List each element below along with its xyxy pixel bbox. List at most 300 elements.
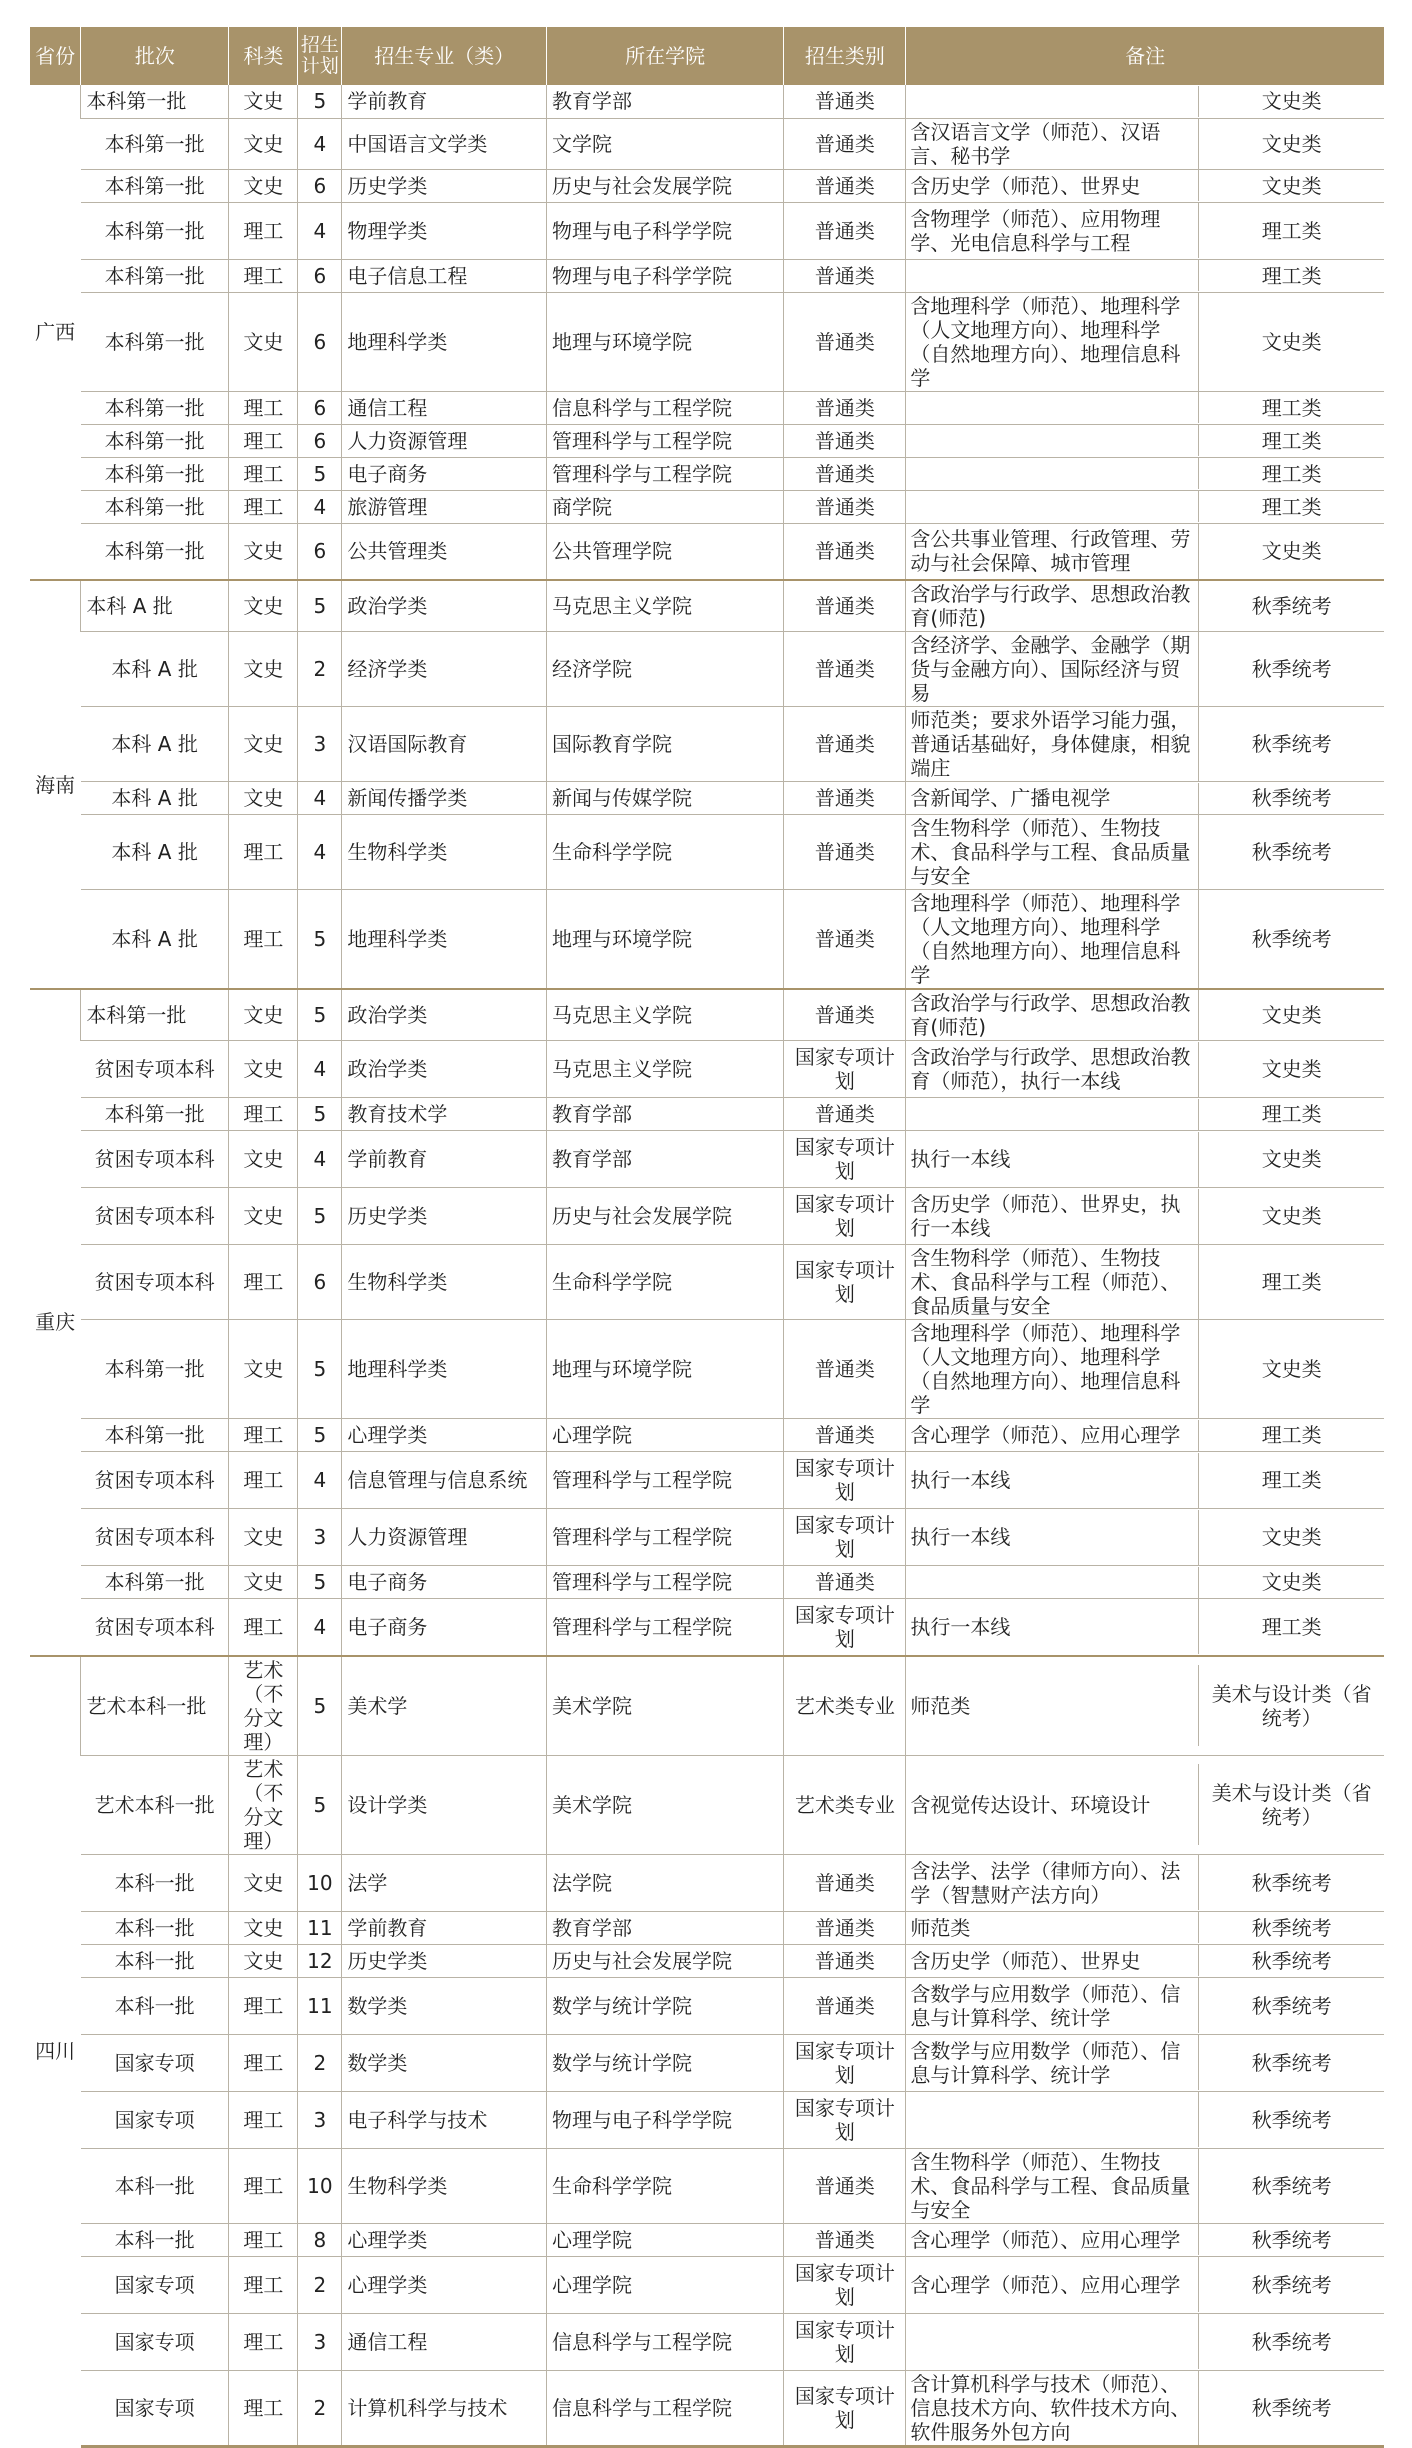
plan-count-cell: 4 [298,1131,342,1188]
table-row [30,707,1384,782]
college-cell: 教育学部 [546,1098,783,1131]
major-cell: 汉语国际教育 [342,707,547,782]
college-cell: 文学院 [546,118,783,169]
batch-cell: 国家专项 [81,2091,229,2148]
subject-category-cell: 文史 [229,1509,298,1566]
note-text: 执行一本线 [910,1468,1011,1492]
subject-category-cell: 理工 [229,2034,298,2091]
note-cell [906,2370,1384,2446]
remark-category: 文史类 [1198,1510,1384,1565]
note-cell [906,259,1384,292]
admission-type-cell: 国家专项计划 [784,1452,906,1509]
remark-category: 理工类 [1198,260,1384,291]
college-cell: 美术学院 [546,1755,783,1854]
note-text: 含计算机科学与技术（师范）、信息技术方向、软件技术方向、软件服务外包方向 [910,2371,1191,2444]
subject-category-cell: 文史 [229,1854,298,1911]
table-row [30,1566,1384,1599]
subject-category-cell: 理工 [229,1098,298,1131]
note-cell [906,707,1384,782]
note-text: 含生物科学（师范）、生物技术、食品科学与工程、食品质量与安全 [910,2149,1191,2222]
batch-cell: 国家专项 [81,2370,229,2446]
subject-category-cell: 文史 [229,707,298,782]
remark-category: 理工类 [1198,1099,1384,1130]
admission-type-cell: 普通类 [784,2148,906,2223]
college-cell: 经济学院 [546,632,783,707]
major-cell: 政治学类 [342,580,547,632]
note-cell [906,1656,1384,1756]
remark-category: 文史类 [1198,1132,1384,1187]
subject-category-cell: 理工 [229,1245,298,1320]
college-cell: 管理科学与工程学院 [546,1566,783,1599]
batch-cell: 国家专项 [81,2256,229,2313]
plan-count-cell: 6 [298,292,342,391]
note-text: 含汉语言文学（师范）、汉语言、秘书学 [910,119,1161,168]
subject-category-cell: 文史 [229,1041,298,1098]
note-cell [906,1041,1384,1098]
admission-type-cell: 普通类 [784,815,906,890]
table-row [30,1656,1384,1756]
note-text: 含地理科学（师范）、地理科学（人文地理方向）、地理科学（自然地理方向）、地理信息科学 [910,891,1181,987]
plan-count-cell: 5 [298,1419,342,1452]
table-row [30,2148,1384,2223]
college-cell: 信息科学与工程学院 [546,391,783,424]
batch-cell: 贫困专项本科 [81,1452,229,1509]
note-cell [906,1098,1384,1131]
admission-type-cell: 普通类 [784,1566,906,1599]
admission-type-cell: 国家专项计划 [784,2034,906,2091]
remark-category: 秋季统考 [1198,632,1384,706]
note-text: 含生物科学（师范）、生物技术、食品科学与工程、食品质量与安全 [910,816,1191,888]
major-cell: 电子商务 [342,457,547,490]
note-text: 师范类 [910,1915,971,1940]
remark-category: 文史类 [1198,1189,1384,1244]
admission-type-cell: 普通类 [784,1854,906,1911]
admission-type-cell: 普通类 [784,1911,906,1944]
remark-category: 文史类 [1198,1042,1384,1097]
subject-category-cell: 理工 [229,2148,298,2223]
admission-type-cell: 普通类 [784,1977,906,2034]
remark-category: 文史类 [1198,1320,1384,1418]
table-row [30,580,1384,632]
header-admission-type: 招生类别 [784,27,906,85]
subject-category-cell: 文史 [229,85,298,118]
table-row [30,1188,1384,1245]
table-row [30,169,1384,202]
admission-type-cell: 艺术类专业 [784,1755,906,1854]
note-text: 含生物科学（师范）、生物技术、食品科学与工程（师范）、食品质量与安全 [910,1246,1181,1318]
college-cell: 美术学院 [546,1656,783,1756]
major-cell: 电子商务 [342,1566,547,1599]
college-cell: 管理科学与工程学院 [546,457,783,490]
major-cell: 计算机科学与技术 [342,2370,547,2446]
note-cell [906,1509,1384,1566]
remark-category: 文史类 [1198,1567,1384,1598]
note-cell [906,1977,1384,2034]
college-cell: 历史与社会发展学院 [546,169,783,202]
major-cell: 设计学类 [342,1755,547,1854]
note-text: 含心理学（师范）、应用心理学 [910,2272,1181,2297]
table-row [30,2370,1384,2446]
college-cell: 生命科学学院 [546,2148,783,2223]
batch-cell: 本科一批 [81,1944,229,1977]
note-cell [906,1599,1384,1656]
note-text: 执行一本线 [910,1614,1011,1639]
note-cell [906,391,1384,424]
college-cell: 数学与统计学院 [546,2034,783,2091]
college-cell: 历史与社会发展学院 [546,1944,783,1977]
college-cell: 数学与统计学院 [546,1977,783,2034]
admission-type-cell: 国家专项计划 [784,1599,906,1656]
plan-count-cell: 6 [298,424,342,457]
table-row [30,391,1384,424]
remark-category: 秋季统考 [1198,1978,1384,2033]
batch-cell: 贫困专项本科 [81,1131,229,1188]
batch-cell: 本科第一批 [81,1320,229,1419]
batch-cell: 本科一批 [81,1977,229,2034]
table-row [30,85,1384,118]
major-cell: 学前教育 [342,1911,547,1944]
major-cell: 心理学类 [342,2223,547,2256]
subject-category-cell: 理工 [229,2223,298,2256]
subject-category-cell: 文史 [229,292,298,391]
remark-category: 秋季统考 [1198,2035,1384,2090]
subject-category-cell: 理工 [229,490,298,523]
table-row [30,1320,1384,1419]
batch-cell: 本科第一批 [81,391,229,424]
note-text: 含视觉传达设计、环境设计 [910,1792,1151,1817]
college-cell: 历史与社会发展学院 [546,1188,783,1245]
batch-cell: 本科第一批 [81,989,229,1041]
note-cell [906,169,1384,202]
admission-type-cell: 普通类 [784,580,906,632]
note-text [906,1099,1198,1130]
note-text: 含政治学与行政学、思想政治教育（师范），执行一本线 [910,1045,1191,1093]
batch-cell: 本科第一批 [81,457,229,490]
plan-count-cell: 5 [298,1755,342,1854]
admission-type-cell: 国家专项计划 [784,2256,906,2313]
remark-category: 理工类 [1198,1420,1384,1451]
note-cell [906,2223,1384,2256]
batch-cell: 本科第一批 [81,85,229,118]
major-cell: 通信工程 [342,2313,547,2370]
college-cell: 地理与环境学院 [546,292,783,391]
plan-count-cell: 3 [298,707,342,782]
subject-category-cell: 文史 [229,1911,298,1944]
remark-category: 文史类 [1198,524,1384,579]
plan-count-cell: 6 [298,1245,342,1320]
admission-type-cell: 国家专项计划 [784,1041,906,1098]
major-cell: 地理科学类 [342,890,547,990]
table-row [30,1599,1384,1656]
note-cell [906,2148,1384,2223]
plan-count-cell: 5 [298,1656,342,1756]
table-row [30,1131,1384,1188]
admission-type-cell: 国家专项计划 [784,2370,906,2446]
note-cell [906,523,1384,580]
note-cell [906,1245,1384,1320]
remark-category: 秋季统考 [1198,1945,1384,1976]
admission-type-cell: 普通类 [784,632,906,707]
plan-count-cell: 5 [298,457,342,490]
note-text [906,425,1198,456]
batch-cell: 本科第一批 [81,1419,229,1452]
plan-count-cell: 3 [298,2091,342,2148]
note-text: 含心理学（师范）、应用心理学 [910,1423,1181,1447]
batch-cell: 贫困专项本科 [81,1041,229,1098]
remark-category: 理工类 [1198,1453,1384,1508]
batch-cell: 艺术本科一批 [81,1755,229,1854]
subject-category-cell: 理工 [229,815,298,890]
note-text [906,86,1198,117]
note-text: 含数学与应用数学（师范）、信息与计算科学、统计学 [910,2038,1181,2087]
major-cell: 历史学类 [342,169,547,202]
note-cell [906,890,1384,990]
note-cell [906,815,1384,890]
plan-count-cell: 4 [298,490,342,523]
batch-cell: 贫困专项本科 [81,1245,229,1320]
remark-category: 理工类 [1198,425,1384,456]
remark-category: 秋季统考 [1198,1855,1384,1910]
plan-count-cell: 10 [298,1854,342,1911]
major-cell: 数学类 [342,2034,547,2091]
admission-type-cell: 国家专项计划 [784,1188,906,1245]
major-cell: 生物科学类 [342,815,547,890]
batch-cell: 贫困专项本科 [81,1599,229,1656]
table-row [30,1977,1384,2034]
remark-category: 秋季统考 [1198,2092,1384,2147]
province-cell: 四川 [30,1656,81,2447]
note-text: 含历史学（师范）、世界史 [910,173,1141,198]
college-cell: 信息科学与工程学院 [546,2370,783,2446]
admission-type-cell: 普通类 [784,292,906,391]
note-text: 含政治学与行政学、思想政治教育(师范) [910,991,1191,1039]
table-row [30,1509,1384,1566]
major-cell: 电子信息工程 [342,259,547,292]
note-cell [906,457,1384,490]
table-row [30,2313,1384,2370]
header-province: 省份 [30,27,81,85]
note-cell [906,1188,1384,1245]
note-text [906,2314,1198,2369]
college-cell: 物理与电子科学学院 [546,259,783,292]
plan-count-cell: 6 [298,523,342,580]
admission-type-cell: 普通类 [784,457,906,490]
subject-category-cell: 理工 [229,202,298,259]
college-cell: 法学院 [546,1854,783,1911]
batch-cell: 本科第一批 [81,1566,229,1599]
admission-type-cell: 普通类 [784,202,906,259]
plan-count-cell: 5 [298,1098,342,1131]
admission-type-cell: 普通类 [784,1944,906,1977]
note-text [906,1567,1198,1598]
plan-count-cell: 2 [298,2370,342,2446]
plan-count-cell: 12 [298,1944,342,1977]
note-cell [906,202,1384,259]
note-text: 含法学、法学（律师方向）、法学（智慧财产法方向） [910,1858,1181,1907]
note-text: 执行一本线 [910,1147,1011,1171]
table-row [30,1944,1384,1977]
remark-category: 秋季统考 [1198,2314,1384,2369]
batch-cell: 国家专项 [81,2313,229,2370]
province-cell: 广西 [35,320,76,344]
table-row [30,523,1384,580]
batch-cell: 本科一批 [81,1911,229,1944]
remark-category: 秋季统考 [1198,2371,1384,2445]
college-cell: 管理科学与工程学院 [546,1452,783,1509]
major-cell: 电子科学与技术 [342,2091,547,2148]
remark-category: 秋季统考 [1198,2257,1384,2312]
plan-count-cell: 10 [298,2148,342,2223]
plan-count-cell: 5 [298,1188,342,1245]
table-row [30,2034,1384,2091]
remark-category: 理工类 [1198,1599,1384,1654]
batch-cell: 本科第一批 [81,292,229,391]
note-cell [906,1944,1384,1977]
table-row [30,1098,1384,1131]
remark-category: 秋季统考 [1198,815,1384,889]
remark-category: 美术与设计类（省统考） [1198,1764,1384,1845]
note-text: 含公共事业管理、行政管理、劳动与社会保障、城市管理 [910,527,1191,576]
admission-type-cell: 国家专项计划 [784,1245,906,1320]
subject-category-cell: 艺术（不分文理） [229,1656,298,1756]
batch-cell: 本科 A 批 [81,815,229,890]
note-cell [906,1452,1384,1509]
table-header-row [30,27,1384,85]
major-cell: 电子商务 [342,1599,547,1656]
subject-category-cell: 理工 [229,1977,298,2034]
college-cell: 生命科学学院 [546,815,783,890]
batch-cell: 本科第一批 [81,118,229,169]
table-row [30,782,1384,815]
note-cell [906,2256,1384,2313]
note-text: 含数学与应用数学（师范）、信息与计算科学、统计学 [910,1981,1181,2030]
note-text: 含经济学、金融学、金融学（期货与金融方向）、国际经济与贸易 [910,633,1191,705]
admission-type-cell: 普通类 [784,424,906,457]
college-cell: 心理学院 [546,2223,783,2256]
college-cell: 地理与环境学院 [546,1320,783,1419]
remark-category: 文史类 [1198,119,1384,169]
subject-category-cell: 文史 [229,523,298,580]
table-row [30,1911,1384,1944]
batch-cell: 本科一批 [81,2148,229,2223]
note-text: 含物理学（师范）、应用物理学、光电信息科学与工程 [910,206,1161,255]
major-cell: 数学类 [342,1977,547,2034]
note-text [906,2092,1198,2147]
note-cell [906,292,1384,391]
remark-category: 文史类 [1198,170,1384,201]
note-cell [906,1854,1384,1911]
college-cell: 教育学部 [546,85,783,118]
plan-count-cell: 4 [298,1452,342,1509]
college-cell: 管理科学与工程学院 [546,1509,783,1566]
admission-type-cell: 普通类 [784,169,906,202]
admission-type-cell: 普通类 [784,118,906,169]
subject-category-cell: 理工 [229,2091,298,2148]
batch-cell: 本科一批 [81,2223,229,2256]
major-cell: 人力资源管理 [342,424,547,457]
header-batch: 批次 [81,27,229,85]
remark-category: 秋季统考 [1198,2224,1384,2255]
major-cell: 生物科学类 [342,1245,547,1320]
admission-type-cell: 普通类 [784,2223,906,2256]
admission-type-cell: 普通类 [784,1419,906,1452]
remark-category: 秋季统考 [1198,707,1384,781]
subject-category-cell: 文史 [229,169,298,202]
admission-type-cell: 普通类 [784,1320,906,1419]
admission-type-cell: 普通类 [784,523,906,580]
batch-cell: 本科第一批 [81,523,229,580]
batch-cell: 本科 A 批 [81,632,229,707]
note-cell [906,632,1384,707]
subject-category-cell: 理工 [229,391,298,424]
major-cell: 心理学类 [342,2256,547,2313]
header-plan-count: 招生 计划 [298,27,342,85]
batch-cell: 本科第一批 [81,424,229,457]
college-cell: 商学院 [546,490,783,523]
major-cell: 生物科学类 [342,2148,547,2223]
subject-category-cell: 文史 [229,1131,298,1188]
subject-category-cell: 文史 [229,1188,298,1245]
admission-type-cell: 普通类 [784,259,906,292]
major-cell: 法学 [342,1854,547,1911]
note-cell [906,1320,1384,1419]
subject-category-cell: 理工 [229,890,298,990]
college-cell: 新闻与传媒学院 [546,782,783,815]
table-row [30,1452,1384,1509]
admission-type-cell: 普通类 [784,1098,906,1131]
batch-cell: 本科第一批 [81,1098,229,1131]
plan-count-cell: 4 [298,815,342,890]
table-row [30,1245,1384,1320]
table-row [30,2091,1384,2148]
major-cell: 公共管理类 [342,523,547,580]
major-cell: 历史学类 [342,1944,547,1977]
header-subject-category: 科类 [229,27,298,85]
batch-cell: 本科 A 批 [81,890,229,990]
subject-category-cell: 文史 [229,1566,298,1599]
remark-category: 秋季统考 [1198,1912,1384,1943]
note-text: 含历史学（师范）、世界史 [910,1948,1141,1973]
table-row [30,1854,1384,1911]
plan-count-cell: 4 [298,202,342,259]
college-cell: 国际教育学院 [546,707,783,782]
admission-type-cell: 国家专项计划 [784,1131,906,1188]
major-cell: 经济学类 [342,632,547,707]
college-cell: 马克思主义学院 [546,580,783,632]
remark-category: 文史类 [1198,86,1384,117]
subject-category-cell: 理工 [229,2313,298,2370]
table-row [30,202,1384,259]
subject-category-cell: 文史 [229,1320,298,1419]
college-cell: 教育学部 [546,1911,783,1944]
admission-type-cell: 国家专项计划 [784,2091,906,2148]
note-cell [906,1566,1384,1599]
batch-cell: 贫困专项本科 [81,1509,229,1566]
batch-cell: 本科一批 [81,1854,229,1911]
table-row [30,2256,1384,2313]
plan-count-cell: 5 [298,989,342,1041]
college-cell: 生命科学学院 [546,1245,783,1320]
plan-count-cell: 2 [298,632,342,707]
header-college: 所在学院 [546,27,783,85]
plan-count-cell: 3 [298,1509,342,1566]
major-cell: 学前教育 [342,85,547,118]
table-row [30,292,1384,391]
remark-category: 文史类 [1198,990,1384,1040]
note-cell [906,424,1384,457]
plan-count-cell: 4 [298,118,342,169]
note-cell [906,580,1384,632]
